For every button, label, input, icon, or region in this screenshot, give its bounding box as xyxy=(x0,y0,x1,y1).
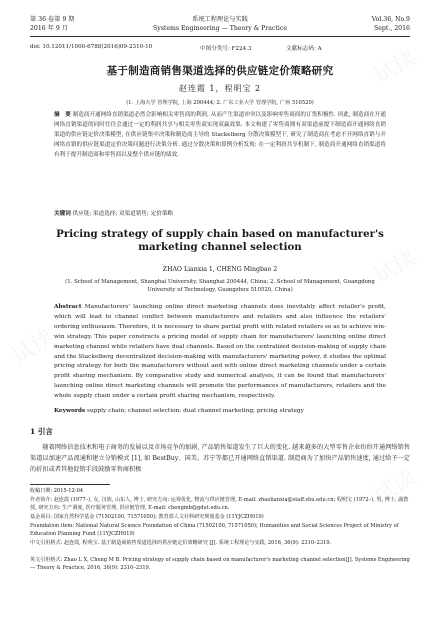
footnote-rule xyxy=(30,484,110,485)
header-rule xyxy=(30,36,410,37)
footnote-received: 收稿日期: 2015-12-04 xyxy=(30,488,84,494)
affiliation-zh: (1. 上海大学 管理学院, 上海 200444; 2. 广东工业大学 管理学院, 广州 510520) xyxy=(126,100,314,106)
keywords-en-label: Keywords xyxy=(54,408,86,414)
abstract-zh xyxy=(54,110,386,160)
title-zh: 基于制造商销售渠道选择的供应链定价策略研究 xyxy=(106,65,334,77)
volume-issue-en: Vol.36, No.9 xyxy=(371,16,410,23)
watermark: 试读 xyxy=(7,325,59,370)
keywords-en-text: supply chain; channel selection; dual channel marketing; pricing strategy xyxy=(87,408,304,414)
date-en: Sept., 2016 xyxy=(374,25,410,32)
date-zh: 2016 年 9 月 xyxy=(30,25,68,32)
section-heading-introduction: 1 引言 xyxy=(30,427,53,436)
journal-name-zh: 系统工程理论与实践 xyxy=(192,16,248,23)
journal-name-en: Systems Engineering — Theory & Practice xyxy=(152,25,288,32)
authors-en: ZHAO Lianxia 1, CHENG Mingbao 2 xyxy=(162,266,278,273)
footnote-funding-zh: 基金项目: 国家自然科学基金 (71502100, 71571050); 教育部人文社科研究规划基金 (11YJCZH019) xyxy=(30,514,264,520)
authors-zh: 赵连霞 1，程明宝 2 xyxy=(178,84,262,93)
document-code: 文献标志码: A xyxy=(286,46,322,52)
keywords-zh-label: 关键词 xyxy=(54,211,71,217)
doi: doi: 10.12011/1000-6788(2016)09-2310-10 xyxy=(30,44,153,50)
abstract-en xyxy=(54,303,386,402)
abstract-en-label: Abstract xyxy=(54,304,82,310)
abstract-en-text: Manufacturers' launching online direct marketing channels does inevitably affect retailer's profit, which will lead to channel conflict between manufacturers and retailers and also influence the retailers' ordering enthusiasm. Therefore, it is necessary to share partial profit with related retailers so as to achieve win-win strategy. This paper constructs a pricing model of supply chain for manufacturers' launching online direct marketing channel while retailers have dual channels. Based on the centralized decision-making of supply chain and the Stackelberg decentralized decision-making with manufacturers' marketing power, it studies the optimal pricing strategy for both the manufacturers without and with online direct marketing channels under a certain profit sharing mechanism. By comparative study and numerical analysis, it can be found that manufacturers' launching online direct marketing channels will promote the performances of manufacturers, retailers and the whole supply chain under a certain profit sharing mechanism, respectively. xyxy=(54,304,387,400)
clc-number: 中图分类号: F224.3 xyxy=(200,46,252,52)
title-en: Pricing strategy of supply chain based on manufacturer's marketing channel selection xyxy=(56,228,384,253)
volume-issue-zh: 第 36 卷第 9 期 xyxy=(30,16,75,23)
abstract-zh-label: 摘 要 xyxy=(54,112,71,118)
watermark: 试读 xyxy=(369,245,421,290)
watermark: 试读 xyxy=(369,45,421,90)
keywords-en xyxy=(54,408,386,414)
affiliation-en: (1. School of Management, Shanghai University, Shanghai 200444, China; 2. School of Management, Guangdong University of Technology, Guangzhou 510520, China) xyxy=(65,279,375,293)
keywords-zh xyxy=(54,209,386,217)
footnote-author-info: 作者简介: 赵连霞 (1977–), 女, 汉族, 山东人, 博士, 研究方向: 运筹优化, 物流与供应链管理, E-mail: zhaolianxia@staff.shu.edu.cn; 程明宝 (1972–), 男, 博士, 副教授, 研究方向: 生产调度, 医疗服务管理, 供应链管理, E-mail: chengmb@gdut.edu.cn. xyxy=(30,497,409,511)
watermark: 试读 xyxy=(369,465,421,510)
abstract-zh-text: 制造商开通网络直销渠道必然会影响相关零售商的利润, 从而产生渠道冲突以及影响零售商商的订货积极性. 因此, 制造商在开通网络直销渠道的同时往往会通过一定的利润共享与相关零售商实现双赢效果. 本文构建了零售商拥有双渠道前提下制造商开通网络直销渠道的供应链定价决策模型, 在供应链集中决策和制造商主导的 Stackelberg 分散决策模型下, 研究了制造商在考虑不开网络直销与开网络直销的供应链渠道定价决策问题进行决策分析. 通过分散决策和算例分析发现: 在一定利润共享机制下, 制造商开通网络直销渠道将有利于提升制造商和零售商以及整个供应链的绩效. xyxy=(54,112,386,158)
keywords-zh-text: 供应链; 渠道选择; 双渠道销售; 定价策略 xyxy=(72,211,174,217)
introduction-paragraph: 随着网络信息技术和电子商务的发展以及市场竞争的加剧, 产品销售渠道发生了巨大的变化. 越来越多的大型零售企业纷纷开通网络销售渠道以加速产品流通和建立分销模式 [1], 如 BestBuy、国美、苏宁等都已开通网络直销渠道. 制造商为了加快产品销售速度, 通过给予一定的折扣或者其他促销手段鼓励零售商积极 xyxy=(30,444,410,473)
footnote-funding-en: Foundation item: National Natural Science Foundation of China (71502100, 71571050); Humanities and Social Sciences Project of Ministry of Education Planning Fund (11YJCZH019) xyxy=(30,523,399,537)
footnote-citation-en: 英文引用格式: Zhao L X, Cheng M B. Pricing strategy of supply chain based on manufacturer's marketing channel selection[J]. Systems Engineering — Theory & Practice, 2016, 36(9): 2310–2319. xyxy=(30,557,410,571)
footnote-citation-zh: 中文引用格式: 赵连霞, 程明宝. 基于制造商销售渠道选择的供应链定价策略研究 [J]. 系统工程理论与实践, 2016, 36(9): 2310–2319. xyxy=(30,540,332,546)
